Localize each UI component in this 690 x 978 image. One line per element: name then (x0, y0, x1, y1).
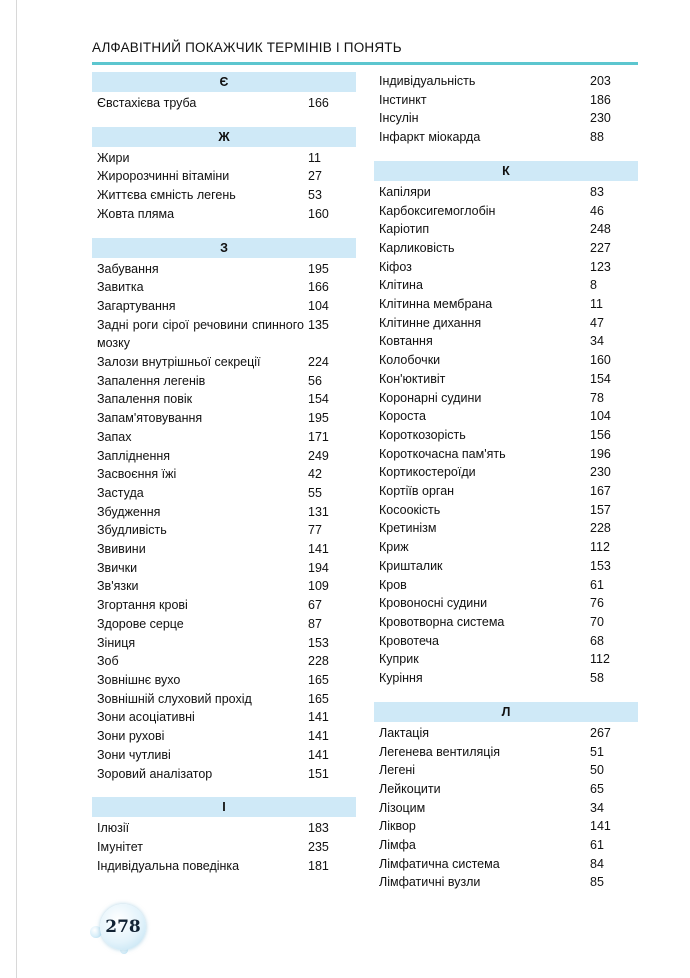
index-term: Кретинізм (379, 521, 437, 536)
index-term: Лізоцим (379, 800, 426, 815)
index-page-number: 141 (308, 710, 329, 725)
index-entry (374, 445, 638, 464)
index-page-number: 42 (308, 467, 322, 482)
index-entry (92, 297, 356, 316)
index-term: Клітинне дихання (379, 315, 482, 330)
index-entry (92, 765, 356, 784)
index-entry (374, 183, 638, 202)
index-entry (374, 426, 638, 445)
index-page-number: 141 (308, 729, 329, 744)
header-divider (92, 62, 638, 65)
index-page-number: 267 (590, 725, 611, 740)
index-entry (92, 149, 356, 168)
index-term: Коронарні судини (379, 390, 482, 405)
index-entry (92, 260, 356, 279)
index-entry (92, 838, 356, 857)
index-page-number: 156 (590, 427, 611, 442)
index-column-left (92, 72, 356, 875)
index-page-number: 88 (590, 130, 604, 145)
index-term: Короста (379, 409, 426, 424)
index-page-number: 85 (590, 875, 604, 890)
index-entry (92, 540, 356, 559)
index-entry (374, 538, 638, 557)
index-entry (374, 389, 638, 408)
index-page-number: 78 (590, 390, 604, 405)
index-entry (92, 465, 356, 484)
index-term: Легені (379, 763, 416, 778)
index-page-number: 46 (590, 203, 604, 218)
letter-heading: І (92, 797, 356, 817)
index-term: Звички (97, 560, 138, 575)
index-entry (92, 409, 356, 428)
index-entry (374, 314, 638, 333)
index-page-number: 135 (308, 317, 329, 332)
index-term: Криж (379, 540, 409, 555)
index-term: Жири (97, 150, 130, 165)
index-page-number: 195 (308, 261, 329, 276)
index-page-number: 34 (590, 800, 604, 815)
index-term: Інсулін (379, 111, 419, 126)
index-page-number: 50 (590, 763, 604, 778)
index-page-number: 186 (590, 92, 611, 107)
index-entry (92, 186, 356, 205)
index-entry (374, 669, 638, 688)
index-term: Зони асоціативні (97, 710, 195, 725)
index-entry (92, 205, 356, 224)
index-page-number: 77 (308, 523, 322, 538)
index-page-number: 230 (590, 111, 611, 126)
index-entry (374, 613, 638, 632)
index-page-number: 248 (590, 222, 611, 237)
page-number-badge: 278 (100, 904, 146, 950)
index-entry (374, 855, 638, 874)
index-entry (92, 484, 356, 503)
index-term: Куприк (379, 652, 419, 667)
index-entry (374, 332, 638, 351)
index-term: Кортіїв орган (379, 484, 455, 499)
index-term: Зв'язки (97, 579, 139, 594)
index-term: Лімфатичні вузли (379, 875, 481, 890)
index-page-number: 141 (590, 819, 611, 834)
index-entry (92, 503, 356, 522)
index-term: Застуда (97, 485, 144, 500)
index-term: Короткочасна пам'ять (379, 446, 506, 461)
index-page-number: 67 (308, 598, 322, 613)
index-entry (374, 91, 638, 110)
index-entry (374, 780, 638, 799)
index-entry (374, 576, 638, 595)
index-term: Євстахієва труба (97, 96, 197, 110)
index-page-number: 166 (308, 280, 329, 295)
index-term: Інфаркт міокарда (379, 130, 481, 145)
index-page-number: 27 (308, 169, 322, 184)
index-page-number: 68 (590, 633, 604, 648)
index-entry (92, 690, 356, 709)
index-page-number: 157 (590, 502, 611, 517)
index-entry (92, 447, 356, 466)
index-entry (374, 72, 638, 91)
section-gap (374, 688, 638, 702)
index-page-number: 181 (308, 858, 329, 873)
index-entry (92, 857, 356, 876)
letter-heading: Л (374, 702, 638, 722)
index-entry (374, 202, 638, 221)
index-page-number: 165 (308, 691, 329, 706)
section-gap (92, 224, 356, 238)
index-term: Жиророзчинні вітаміни (97, 169, 230, 184)
index-page-number: 34 (590, 334, 604, 349)
index-page-number: 165 (308, 672, 329, 687)
index-page-number: 167 (590, 484, 611, 499)
index-entry (374, 482, 638, 501)
index-entry (374, 276, 638, 295)
index-entry (374, 109, 638, 128)
index-page-number: 228 (308, 654, 329, 669)
index-entry (374, 501, 638, 520)
index-entry (374, 351, 638, 370)
index-term: Ліквор (379, 819, 416, 834)
index-term: Згортання крові (97, 598, 188, 613)
index-term: Короткозорість (379, 427, 466, 442)
index-page-number: 224 (308, 355, 329, 370)
index-page-number: 84 (590, 856, 604, 871)
index-page-number: 153 (308, 635, 329, 650)
index-page-number: 104 (308, 298, 329, 313)
index-entry (374, 650, 638, 669)
index-entry (374, 519, 638, 538)
index-entry (92, 727, 356, 746)
section-gap (92, 783, 356, 797)
index-page-number: 154 (590, 371, 611, 386)
index-term: Загартування (97, 298, 176, 313)
section-gap (92, 113, 356, 127)
index-page-number: 70 (590, 614, 604, 629)
index-term: Лейкоцити (379, 781, 441, 796)
index-entry (374, 594, 638, 613)
index-page-number: 183 (308, 821, 329, 836)
index-entry (92, 390, 356, 409)
index-term: Запліднення (97, 448, 171, 463)
index-entry (374, 295, 638, 314)
index-term: Кіфоз (379, 259, 412, 274)
index-entry (92, 167, 356, 186)
index-term: Інстинкт (379, 92, 427, 107)
index-term: Збудження (97, 504, 161, 519)
index-entry (374, 724, 638, 743)
index-entry (374, 799, 638, 818)
index-term: Колобочки (379, 353, 441, 368)
index-term: Клітина (379, 278, 423, 293)
index-page-number: 123 (590, 259, 611, 274)
index-term: Кровотеча (379, 633, 439, 648)
index-page-number: 166 (308, 96, 329, 110)
index-entry (374, 836, 638, 855)
index-page-number: 65 (590, 781, 604, 796)
index-page-number: 249 (308, 448, 329, 463)
index-term: Легенева вентиляція (379, 744, 501, 759)
index-entry (92, 746, 356, 765)
index-term: Кортикостероїди (379, 465, 476, 480)
index-term: Запам'ятовування (97, 411, 203, 426)
index-term: Здорове серце (97, 616, 184, 631)
index-page-number: 195 (308, 411, 329, 426)
index-entry (92, 278, 356, 297)
index-page-number: 227 (590, 240, 611, 255)
index-term: Карликовість (379, 240, 455, 255)
index-entry (92, 708, 356, 727)
index-page-number: 56 (308, 373, 322, 388)
index-term: Збудливість (97, 523, 167, 538)
index-page-number: 83 (590, 184, 604, 199)
index-term: Капіляри (379, 184, 431, 199)
index-term: Ковтання (379, 334, 433, 349)
index-term: Лімфатична система (379, 856, 500, 871)
index-page-number: 228 (590, 521, 611, 536)
index-entry (374, 220, 638, 239)
index-page-number: 87 (308, 616, 322, 631)
index-entry (92, 652, 356, 671)
index-entry (374, 817, 638, 836)
index-entry (374, 761, 638, 780)
index-page-number: 112 (590, 540, 610, 555)
index-term: Імунітет (97, 839, 143, 854)
index-term: Жовта пляма (97, 206, 175, 221)
index-page-number: 203 (590, 74, 611, 88)
index-page-number: 104 (590, 409, 611, 424)
index-term: Кришталик (379, 558, 443, 573)
index-term: Зоровий аналізатор (97, 766, 213, 781)
index-term: Зоб (97, 654, 119, 669)
letter-heading: Ж (92, 127, 356, 147)
index-page-number: 141 (308, 747, 329, 762)
page-title: АЛФАВІТНИЙ ПОКАЖЧИК ТЕРМІНІВ І ПОНЯТЬ (92, 40, 402, 55)
index-page-number: 151 (308, 766, 329, 781)
letter-heading: К (374, 161, 638, 181)
index-term: Зіниця (97, 635, 136, 650)
index-entry (92, 559, 356, 578)
index-entry (374, 370, 638, 389)
index-page-number: 112 (590, 652, 610, 667)
index-term: Засвоєння їжі (97, 467, 177, 482)
index-term: Зовнішнє вухо (97, 672, 181, 687)
index-column-right (374, 72, 638, 892)
index-entry (92, 353, 356, 372)
index-term: Кон'юктивіт (379, 371, 446, 386)
index-entry (374, 407, 638, 426)
index-entry (92, 819, 356, 838)
index-term: Клітинна мембрана (379, 297, 493, 312)
index-term: Звивини (97, 542, 146, 557)
index-entry (374, 743, 638, 762)
index-term: Зони рухові (97, 729, 165, 744)
index-entry (92, 372, 356, 391)
index-entry (374, 128, 638, 147)
index-term: Життєва ємність легень (97, 188, 236, 203)
index-entry (92, 615, 356, 634)
index-entry (92, 577, 356, 596)
index-page-number: 55 (308, 485, 322, 500)
index-page-number: 51 (590, 744, 604, 759)
index-term: Зовнішній слуховий прохід (97, 691, 252, 706)
index-entry (92, 316, 356, 353)
index-entry (92, 521, 356, 540)
index-page-number: 196 (590, 446, 611, 461)
index-term: Каріотип (379, 222, 430, 237)
index-entry (374, 632, 638, 651)
letter-heading: Є (92, 72, 356, 92)
index-page-number: 58 (590, 671, 604, 686)
letter-heading: З (92, 238, 356, 258)
index-term: Залози внутрішньої секреції (97, 355, 261, 370)
index-term: Запалення повік (97, 392, 193, 407)
index-term: Косоокість (379, 502, 441, 517)
index-term: Кров (379, 577, 407, 592)
index-page-number: 160 (590, 353, 611, 368)
index-term: Індивідуальність (379, 74, 476, 88)
index-term: Забування (97, 261, 159, 276)
index-term: Карбоксигемоглобін (379, 203, 496, 218)
section-gap (374, 147, 638, 161)
index-entry (374, 557, 638, 576)
index-term: Лактація (379, 725, 430, 740)
index-page-number: 230 (590, 465, 611, 480)
index-page-number: 131 (308, 504, 329, 519)
index-entry (374, 258, 638, 277)
index-page-number: 153 (590, 558, 611, 573)
index-page-number: 76 (590, 596, 604, 611)
index-page-number: 53 (308, 188, 322, 203)
index-term: Зони чутливі (97, 747, 171, 762)
index-page-number: 61 (590, 838, 604, 853)
index-page-number: 61 (590, 577, 604, 592)
index-entry (92, 671, 356, 690)
index-page-number: 171 (308, 429, 329, 444)
index-page-number: 47 (590, 315, 604, 330)
index-entry (374, 463, 638, 482)
index-entry (92, 634, 356, 653)
index-page-number: 8 (590, 278, 597, 293)
index-term: Ілюзії (97, 821, 130, 836)
index-page-number: 160 (308, 206, 329, 221)
index-entry (92, 428, 356, 447)
index-term: Завитка (97, 280, 144, 295)
index-term: Кровоносні судини (379, 596, 488, 611)
index-page-number: 11 (590, 297, 603, 312)
index-entry (92, 596, 356, 615)
index-page-number: 141 (308, 542, 329, 557)
index-page-number: 235 (308, 839, 329, 854)
index-term: Куріння (379, 671, 423, 686)
index-entry (92, 94, 356, 113)
index-page-number: 154 (308, 392, 329, 407)
index-term: Запах (97, 429, 132, 444)
index-page-number: 194 (308, 560, 329, 575)
index-page-number: 109 (308, 579, 329, 594)
index-term: Індивідуальна поведінка (97, 858, 240, 873)
index-entry (374, 873, 638, 892)
index-page-number: 11 (308, 150, 321, 165)
index-term: Лімфа (379, 838, 416, 853)
index-term: Запалення легенів (97, 373, 206, 388)
index-term: Кровотворна система (379, 614, 505, 629)
index-entry (374, 239, 638, 258)
index-term: Задні роги сірої речовини спинного мозку (97, 317, 304, 351)
